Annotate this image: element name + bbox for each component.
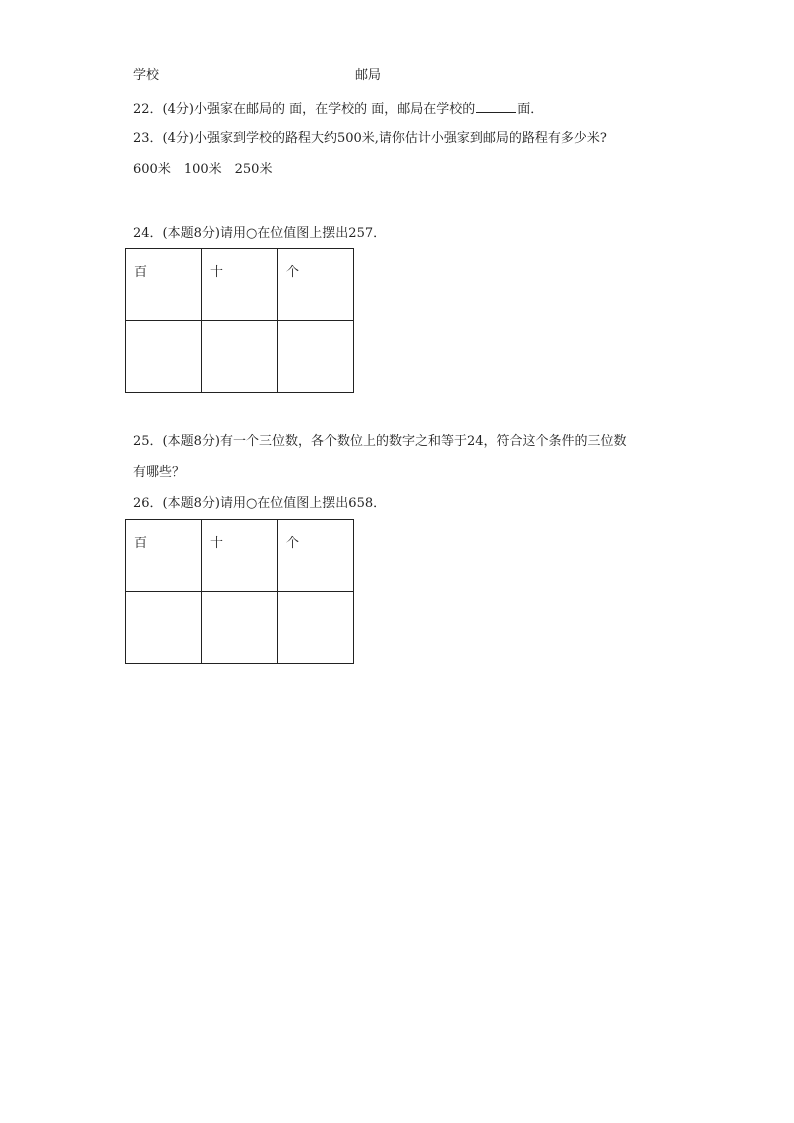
ones-answer-cell[interactable] [278,321,354,393]
place-value-answer-row [126,592,354,664]
place-value-chart-24 [125,248,354,393]
question-24: 24．(本题8分)请用○在位值图上摆出257． [133,226,387,241]
question-25-line-2: 有哪些？ [133,465,186,480]
question-22 [133,100,543,118]
hundreds-answer-cell[interactable] [126,592,202,664]
tens-answer-cell[interactable] [202,321,278,393]
question-22-text: 22．(4分)小强家在邮局的 面，在学校的 面，邮局在学校的 [133,102,476,117]
hundreds-column-header: 百 [126,249,202,321]
hundreds-column-header: 百 [126,520,202,592]
question-23: 23．(4分)小强家到学校的路程大约500米,请你估计小强家到邮局的路程有多少米? [133,131,607,146]
school-label: 学校 [133,68,160,83]
tens-column-header: 十 [202,520,278,592]
ones-column-header: 个 [278,249,354,321]
hundreds-answer-cell[interactable] [126,321,202,393]
place-value-answer-row [126,321,354,393]
ones-column-header: 个 [278,520,354,592]
place-value-header-row [126,249,354,321]
place-value-chart-26 [125,519,354,664]
question-23-options: 600米 100米 250米 [133,162,273,177]
tens-answer-cell[interactable] [202,592,278,664]
post-office-label: 邮局 [355,68,382,83]
question-25-line-1: 25．(本题8分)有一个三位数，各个数位上的数字之和等于24，符合这个条件的三位数 [133,434,627,449]
question-26: 26．(本题8分)请用○在位值图上摆出658． [133,496,387,511]
place-value-header-row [126,520,354,592]
question-22-suffix: 面． [517,102,544,117]
ones-answer-cell[interactable] [278,592,354,664]
tens-column-header: 十 [202,249,278,321]
answer-blank[interactable] [476,100,516,113]
